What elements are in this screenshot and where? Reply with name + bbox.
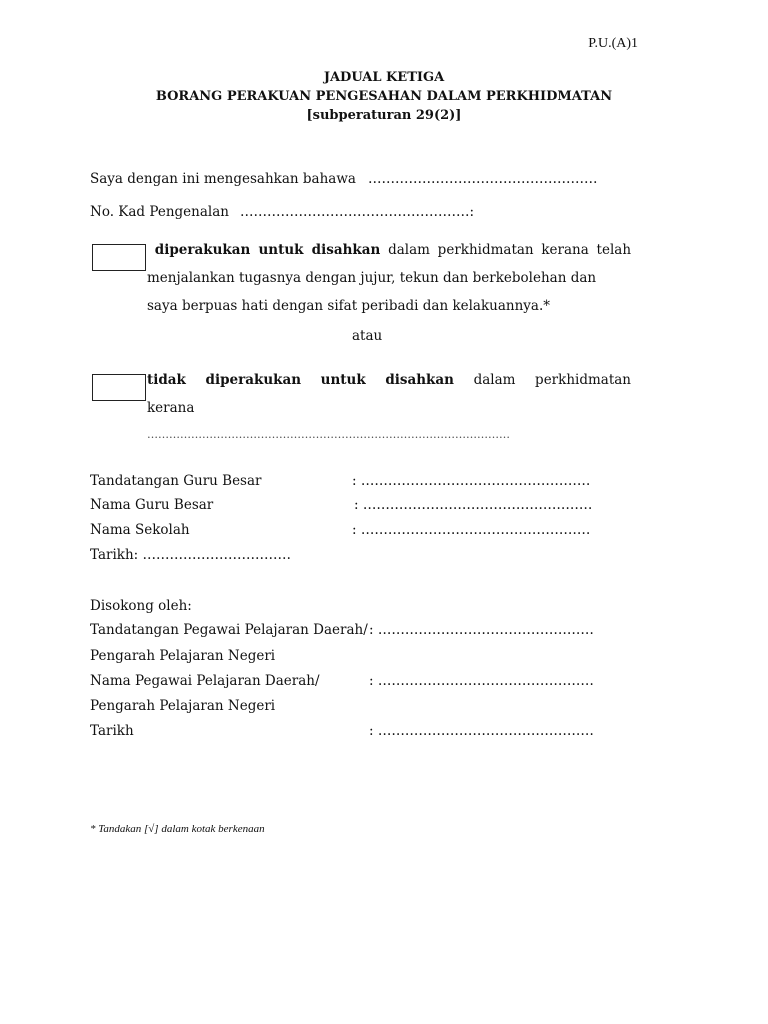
headmaster-date-field[interactable]: Tarikh: …………………………… xyxy=(90,547,291,563)
officer-name-field[interactable]: : ………………………………………… xyxy=(369,673,594,689)
ic-label: No. Kad Pengenalan xyxy=(90,204,229,220)
officer-date-field[interactable]: : ………………………………………… xyxy=(369,723,594,739)
option-confirmed-line2: menjalankan tugasnya dengan jujur, tekun dan berkebolehan dan xyxy=(147,270,597,286)
regulation-reference: [subperaturan 29(2)] xyxy=(306,108,462,123)
document-title: JADUAL KETIGA xyxy=(323,70,445,85)
option-not-confirmed-text xyxy=(147,366,631,422)
option-confirmed-text xyxy=(147,236,631,320)
officer-sign-label: Tandatangan Pegawai Pelajaran Daerah/ xyxy=(90,622,368,638)
option-not-confirmed-line2: kerana xyxy=(147,400,195,416)
for-word: untuk xyxy=(320,372,366,388)
headmaster-name-label: Nama Guru Besar xyxy=(90,497,214,513)
officer-name-label-2: Pengarah Pelajaran Negeri xyxy=(90,698,276,714)
reason-field[interactable]: ……………………………………………………………………………………… xyxy=(147,428,510,441)
option-not-confirmed-rest: dalam perkhidmatan xyxy=(473,372,631,388)
certify-name-field[interactable]: …………………………………………… xyxy=(368,171,598,187)
certify-label: Saya dengan ini mengesahkan bahawa xyxy=(90,171,356,187)
or-text: atau xyxy=(352,328,383,344)
headmaster-sign-label: Tandatangan Guru Besar xyxy=(90,473,262,489)
officer-sign-field[interactable]: : ………………………………………… xyxy=(369,622,594,638)
ic-number-field[interactable]: ……………………………………………: xyxy=(240,204,475,220)
checkbox-not-confirmed[interactable] xyxy=(92,374,146,401)
footnote: * Tandakan [√] dalam kotak berkenaan xyxy=(90,823,265,835)
document-reference: P.U.(A)1 xyxy=(588,36,638,51)
supported-by-label: Disokong oleh: xyxy=(90,598,192,614)
confirmed-word: disahkan xyxy=(385,372,454,388)
headmaster-sign-field[interactable]: : …………………………………………… xyxy=(352,473,591,489)
school-name-label: Nama Sekolah xyxy=(90,522,190,538)
document-subtitle: BORANG PERAKUAN PENGESAHAN DALAM PERKHIDMATAN xyxy=(155,89,613,104)
recommended-word: diperakukan xyxy=(205,372,302,388)
officer-date-label: Tarikh xyxy=(90,723,134,739)
headmaster-name-field[interactable]: : …………………………………………… xyxy=(354,497,593,513)
not-word: tidak xyxy=(147,372,186,388)
officer-name-label: Nama Pegawai Pelajaran Daerah/ xyxy=(90,673,320,689)
officer-sign-label-2: Pengarah Pelajaran Negeri xyxy=(90,648,276,664)
option-confirmed-line3: saya berpuas hati dengan sifat peribadi dan kelakuannya.* xyxy=(147,298,551,314)
school-name-field[interactable]: : …………………………………………… xyxy=(352,522,591,538)
option-confirmed-bold: diperakukan untuk disahkan xyxy=(154,242,381,258)
checkbox-confirmed[interactable] xyxy=(92,244,146,271)
option-confirmed-rest: dalam perkhidmatan kerana telah xyxy=(388,242,632,258)
